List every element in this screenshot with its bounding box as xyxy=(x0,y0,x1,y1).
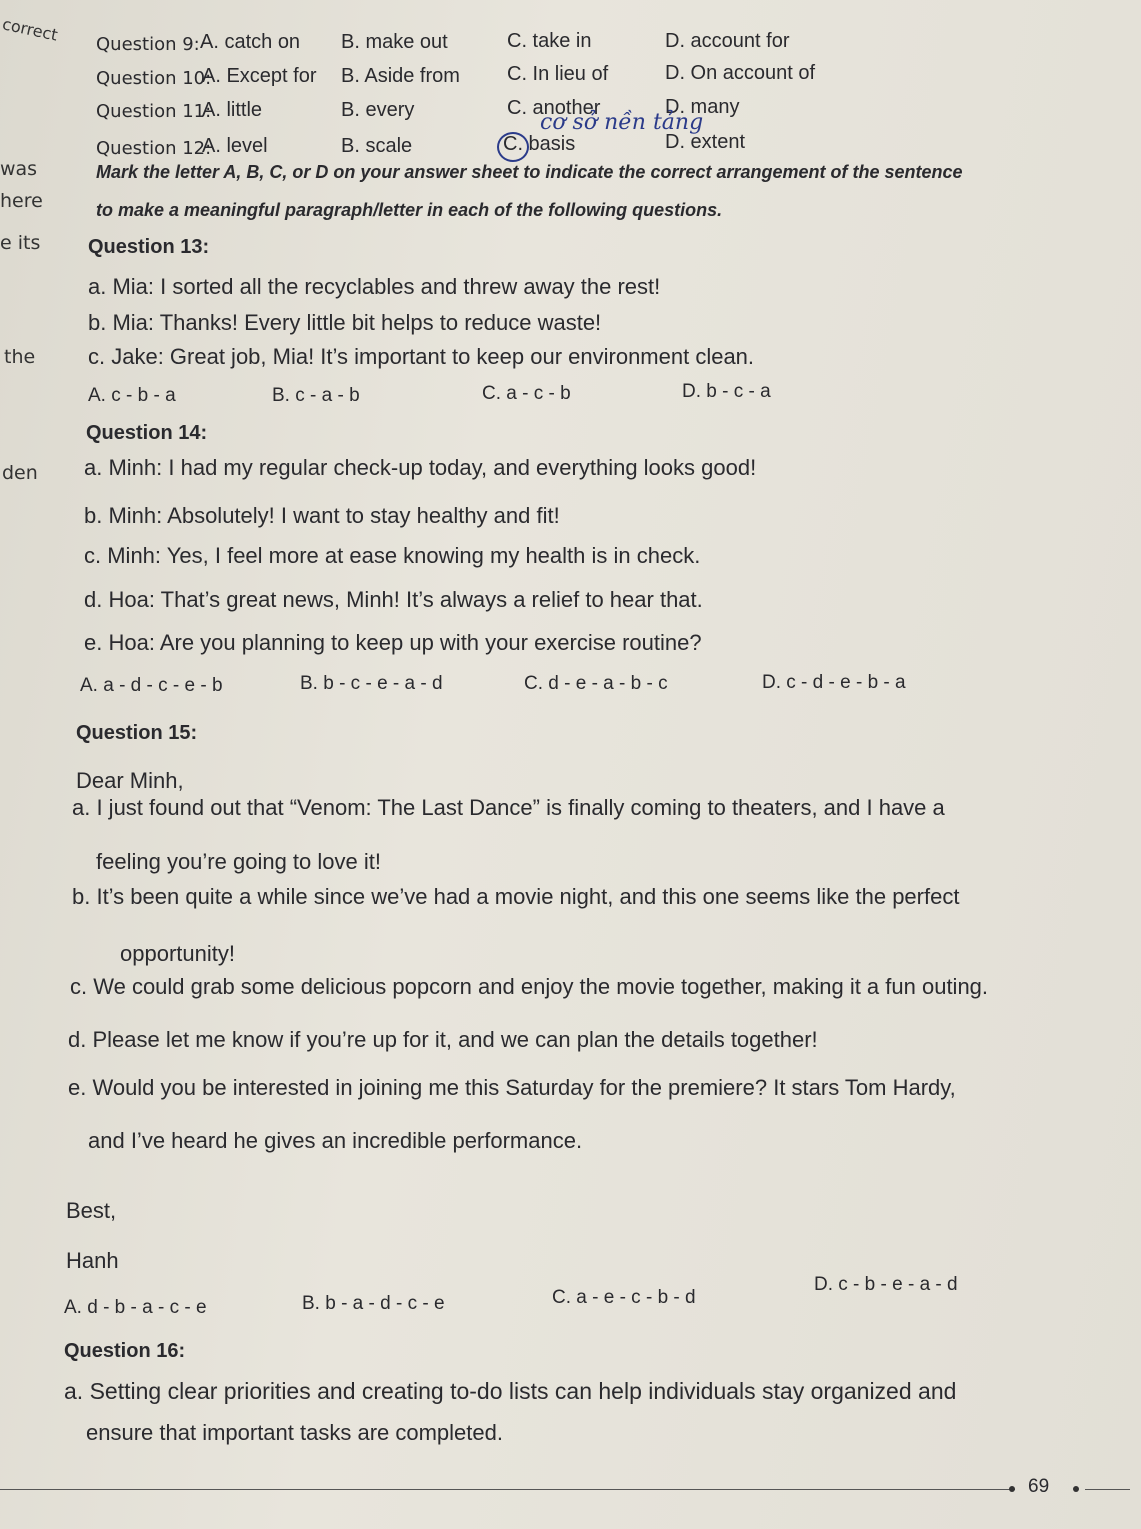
footer-rule xyxy=(0,1489,1015,1490)
q15-signature: Hanh xyxy=(66,1248,119,1273)
q12-option-d: D. extent xyxy=(665,131,746,153)
margin-note: e its xyxy=(0,232,41,254)
q15-option-c: C. a - e - c - b - d xyxy=(552,1287,696,1308)
question-12-label: Question 12: xyxy=(96,138,212,159)
margin-note: correct xyxy=(0,14,60,45)
handwritten-note: cơ sở nền tảng xyxy=(540,110,704,135)
q16-sentence-a: a. Setting clear priorities and creating to-do lists can help individuals stay organized and xyxy=(64,1378,957,1404)
footer-tail-rule xyxy=(1085,1489,1130,1490)
question-11-label: Question 11: xyxy=(96,101,212,122)
q13-option-d: D. b - c - a xyxy=(682,381,771,402)
page-number: 69 xyxy=(1028,1476,1050,1497)
q14-sentence-e: e. Hoa: Are you planning to keep up with your exercise routine? xyxy=(84,630,702,655)
q11-option-b: B. every xyxy=(341,99,415,121)
q14-option-c: C. d - e - a - b - c xyxy=(524,673,668,694)
q16-sentence-a-cont: ensure that important tasks are completed. xyxy=(86,1420,503,1445)
q15-option-b: B. b - a - d - c - e xyxy=(302,1293,445,1314)
question-13-label: Question 13: xyxy=(88,236,210,258)
q13-sentence-c: c. Jake: Great job, Mia! It’s important to keep our environment clean. xyxy=(88,344,755,369)
q15-greeting: Dear Minh, xyxy=(76,768,184,793)
q10-option-a: A. Except for xyxy=(202,65,317,87)
q13-sentence-a: a. Mia: I sorted all the recyclables and threw away the rest! xyxy=(88,274,661,299)
q13-option-b: B. c - a - b xyxy=(272,385,360,406)
q15-sentence-a-cont: feeling you’re going to love it! xyxy=(96,849,381,874)
instruction-line-2: to make a meaningful paragraph/letter in each of the following questions. xyxy=(96,200,723,220)
q11-option-d: D. many xyxy=(665,96,740,118)
footer-dot-left xyxy=(1009,1486,1015,1492)
q11-option-a: A. little xyxy=(202,99,263,121)
q14-option-d: D. c - d - e - b - a xyxy=(762,672,906,693)
q9-option-d: D. account for xyxy=(665,30,790,52)
margin-note: den xyxy=(2,462,38,484)
q10-option-c: C. In lieu of xyxy=(507,63,609,85)
q14-sentence-b: b. Minh: Absolutely! I want to stay healthy and fit! xyxy=(84,503,560,528)
q14-option-b: B. b - c - e - a - d xyxy=(300,673,443,694)
q15-closing: Best, xyxy=(66,1198,117,1223)
q15-sentence-e: e. Would you be interested in joining me this Saturday for the premiere? It stars Tom Hardy, xyxy=(68,1075,956,1100)
q15-option-a: A. d - b - a - c - e xyxy=(64,1297,207,1318)
q10-option-b: B. Aside from xyxy=(341,65,460,87)
q14-sentence-d: d. Hoa: That’s great news, Minh! It’s always a relief to hear that. xyxy=(84,587,703,612)
q15-sentence-d: d. Please let me know if you’re up for it, and we can plan the details together! xyxy=(68,1027,818,1052)
instruction-line-1: Mark the letter A, B, C, or D on your answer sheet to indicate the correct arrangement of the sentence xyxy=(96,162,963,182)
q13-sentence-b: b. Mia: Thanks! Every little bit helps to reduce waste! xyxy=(88,310,602,335)
q15-sentence-e-cont: and I’ve heard he gives an incredible performance. xyxy=(88,1128,583,1153)
question-10-label: Question 10: xyxy=(96,68,212,89)
q9-option-a: A. catch on xyxy=(200,31,301,53)
q11-option-c: C. another xyxy=(507,97,601,119)
q15-sentence-b-cont: opportunity! xyxy=(120,941,235,966)
question-9-label: Question 9: xyxy=(96,34,200,55)
q14-option-a: A. a - d - c - e - b xyxy=(80,675,223,696)
q10-option-d: D. On account of xyxy=(665,62,816,84)
q12-option-b: B. scale xyxy=(341,135,413,157)
question-16-label: Question 16: xyxy=(64,1340,186,1362)
margin-note: here xyxy=(0,190,43,212)
q13-option-c: C. a - c - b xyxy=(482,383,571,404)
q15-sentence-c: c. We could grab some delicious popcorn and enjoy the movie together, making it a fun outing. xyxy=(70,974,989,999)
margin-note: the xyxy=(4,346,36,368)
question-15-label: Question 15: xyxy=(76,722,198,744)
q15-option-d: D. c - b - e - a - d xyxy=(814,1274,958,1295)
q14-sentence-c: c. Minh: Yes, I feel more at ease knowing my health is in check. xyxy=(84,543,701,568)
q13-option-a: A. c - b - a xyxy=(88,385,176,406)
q12-option-a: A. level xyxy=(202,135,268,157)
q9-option-c: C. take in xyxy=(507,30,592,52)
question-14-label: Question 14: xyxy=(86,422,208,444)
q14-sentence-a: a. Minh: I had my regular check-up today, and everything looks good! xyxy=(84,455,757,480)
margin-note: was xyxy=(0,158,38,180)
q9-option-b: B. make out xyxy=(341,31,448,53)
q15-sentence-a: a. I just found out that “Venom: The Last Dance” is finally coming to theaters, and I have a xyxy=(72,795,945,820)
q12-option-c: C. basis xyxy=(503,133,576,155)
footer-dot-right xyxy=(1073,1486,1079,1492)
q15-sentence-b: b. It’s been quite a while since we’ve had a movie night, and this one seems like the perfect xyxy=(72,884,960,909)
